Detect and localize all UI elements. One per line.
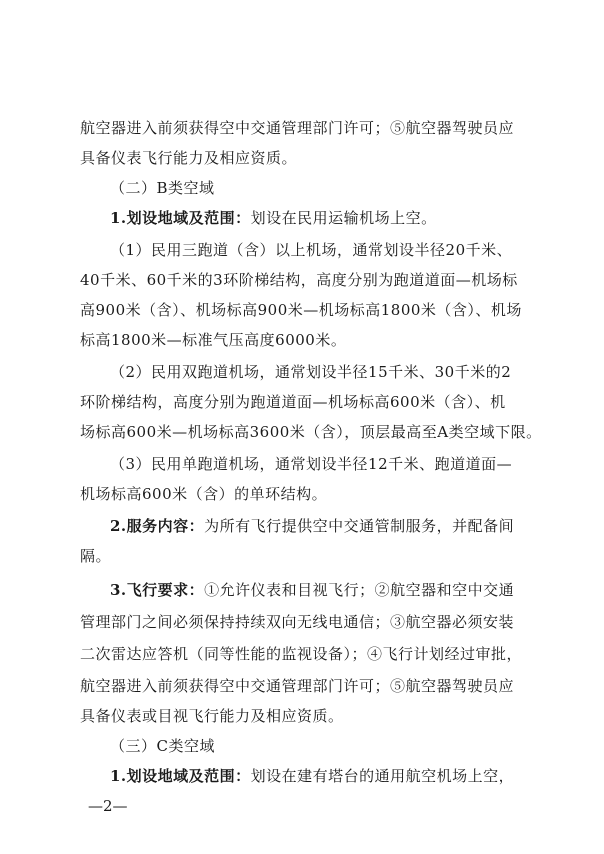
paragraph-line (110, 516, 514, 536)
item-text: 划设在建有塔台的通用航空机场上空， (250, 767, 515, 785)
paragraph-line (110, 766, 514, 786)
item-label: 1.划设地域及范围： (110, 767, 251, 785)
paragraph-line: （3）民用单跑道机场，通常划设半径12千米、跑道道面— (110, 455, 513, 473)
paragraph-line: （1）民用三跑道（含）以上机场，通常划设半径20千米、 (110, 241, 513, 259)
paragraph-line: 40千米、60千米的3环阶梯结构，高度分别为跑道道面—机场标 (80, 271, 518, 289)
section-heading-b: （二）B类空域 (110, 179, 215, 197)
paragraph-line: 航空器进入前须获得空中交通管理部门许可；⑤航空器驾驶员应 (80, 677, 515, 695)
item-text: 划设在民用运输机场上空。 (250, 209, 437, 227)
paragraph-line (110, 208, 437, 228)
item-text: ①允许仪表和目视飞行；②航空器和空中交通 (204, 581, 515, 599)
paragraph-line: 隔。 (80, 547, 112, 565)
item-label: 3.飞行要求： (110, 581, 205, 599)
paragraph-line: （2）民用双跑道机场，通常划设半径15千米、30千米的2 (110, 363, 512, 381)
paragraph-line: 具备仪表飞行能力及相应资质。 (80, 149, 298, 167)
paragraph-line: 具备仪表或目视飞行能力及相应资质。 (80, 707, 344, 725)
section-heading-c: （三）C类空域 (110, 737, 215, 755)
item-label: 2.服务内容： (110, 517, 205, 535)
page-number: —2— (88, 797, 128, 815)
paragraph-line: 标高1800米—标准气压高度6000米。 (80, 331, 347, 349)
item-text: 为所有飞行提供空中交通管制服务，并配备间 (204, 517, 515, 535)
paragraph-line: 机场标高600米（含）的单环结构。 (80, 485, 328, 503)
paragraph-line: 环阶梯结构，高度分别为跑道道面—机场标高600米（含）、机 (80, 393, 506, 411)
paragraph-line: 航空器进入前须获得空中交通管理部门许可；⑤航空器驾驶员应 (80, 119, 515, 137)
paragraph-line (110, 580, 514, 600)
paragraph-line: 管理部门之间必须保持持续双向无线电通信；③航空器必须安装 (80, 613, 515, 631)
paragraph-line: 高900米（含）、机场标高900米—机场标高1800米（含）、机场 (80, 301, 522, 319)
paragraph-line: 二次雷达应答机（同等性能的监视设备）；④飞行计划经过审批， (80, 645, 523, 663)
item-label: 1.划设地域及范围： (110, 209, 251, 227)
paragraph-line: 场标高600米—机场标高3600米（含），顶层最高至A类空域下限。 (80, 423, 542, 441)
